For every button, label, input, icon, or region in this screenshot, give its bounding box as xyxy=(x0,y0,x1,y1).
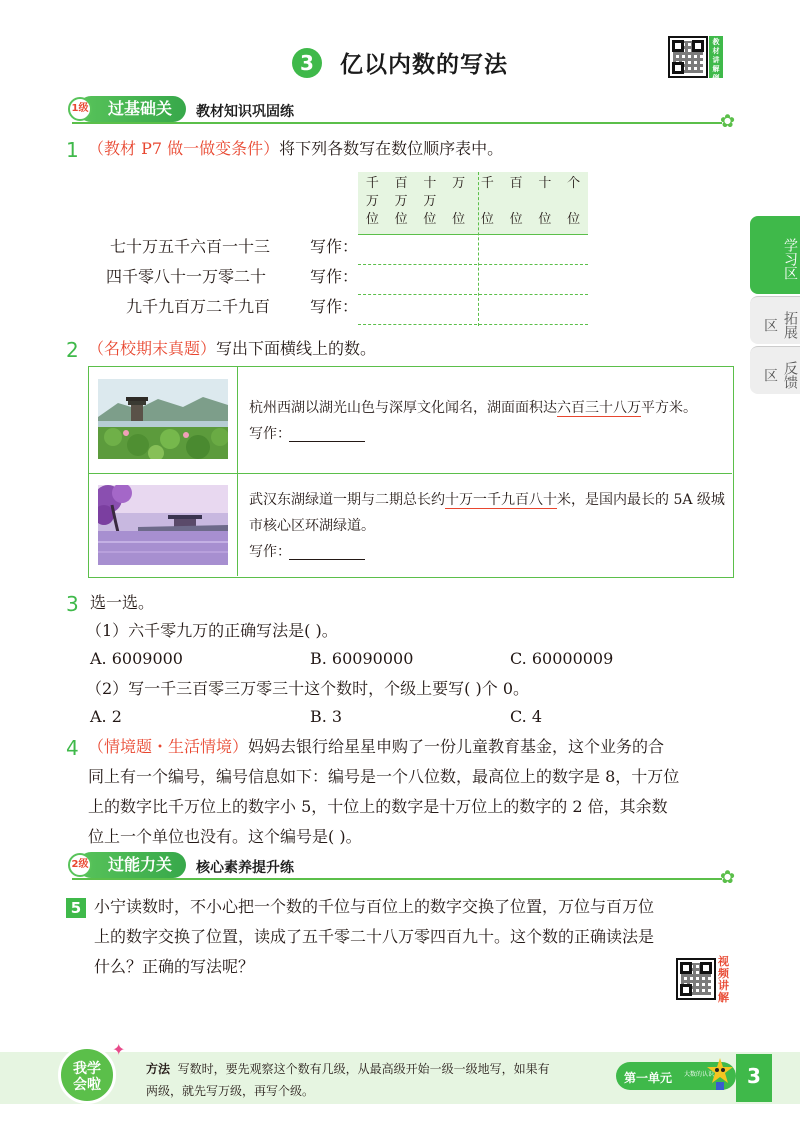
question-number: 1 xyxy=(66,138,79,162)
header-char xyxy=(531,194,560,212)
question-1-prompt xyxy=(88,134,503,164)
question-4-text xyxy=(88,732,738,852)
mascot-icon xyxy=(706,1058,734,1090)
option-a[interactable]: A. 6009000 xyxy=(90,649,183,668)
header-char: 位 xyxy=(567,212,581,227)
option-b[interactable]: B. 60090000 xyxy=(310,649,414,668)
header-char xyxy=(473,194,502,212)
star-icon: ✿ xyxy=(720,111,736,132)
header-char: 位 xyxy=(480,212,494,227)
question-number-box xyxy=(66,898,86,918)
method-text: 写数时，要先观察这个数有几级，从最高级开始一级一级地写，如果有 xyxy=(177,1062,550,1076)
page-number: 3 xyxy=(736,1054,772,1102)
qr-tag: 教材讲解例题 xyxy=(709,36,723,78)
write-label: 写作： xyxy=(249,544,291,560)
header-char: 万 xyxy=(394,194,408,209)
lesson-number-badge: 3 xyxy=(292,48,322,78)
question-number: 2 xyxy=(66,338,79,362)
section-subtitle: 核心素养提升练 xyxy=(196,860,294,876)
question-text: 小宁读数时，不小心把一个数的千位与百位上的数字交换了位置，万位与百万位 xyxy=(94,897,655,916)
write-label: 写作： xyxy=(310,297,359,316)
answer-blank[interactable] xyxy=(289,559,365,560)
place-value-header xyxy=(358,176,387,230)
method-label: 方法 xyxy=(146,1062,171,1076)
write-label: 写作： xyxy=(310,267,359,286)
header-char xyxy=(502,194,531,212)
header-char: 位 xyxy=(365,212,379,227)
section-divider xyxy=(72,878,722,880)
sub-question-1: （1）六千零九万的正确写法是( )。 xyxy=(86,621,338,640)
question-text: 上的数字交换了位置，读成了五千零二十八万零四百九十。这个数的正确读法是 xyxy=(94,927,655,946)
question-text: 选一选。 xyxy=(90,593,155,612)
header-char: 位 xyxy=(538,212,552,227)
video-qr-code-icon[interactable] xyxy=(676,958,716,1000)
header-char: 位 xyxy=(423,212,437,227)
digit-place-table xyxy=(358,172,588,326)
place-value-header xyxy=(559,176,588,230)
header-char: 百 xyxy=(509,176,523,191)
header-char: 十 xyxy=(538,176,552,191)
header-char: 十 xyxy=(423,176,437,191)
number-label: 七十万五千六百一十三 xyxy=(110,237,271,256)
option-b[interactable]: B. 3 xyxy=(310,707,343,726)
west-lake-photo xyxy=(98,379,228,459)
option-a[interactable]: A. 2 xyxy=(90,707,122,726)
question-text: 上的数字比千万位上的数字小 5，十位上的数字是十万位上的数字的 2 倍，其余数 xyxy=(88,797,668,816)
header-char: 百 xyxy=(394,176,408,191)
side-tab-label: 反馈区 xyxy=(762,360,798,389)
question-number: 4 xyxy=(66,736,79,760)
header-char: 位 xyxy=(452,212,466,227)
qr-code-icon[interactable] xyxy=(668,36,708,78)
header-char: 千 xyxy=(365,176,379,191)
header-char: 万 xyxy=(452,176,466,191)
number-label: 四千零八十一万零二十 xyxy=(106,267,267,286)
passage-text: 武汉东湖绿道一期与二期总长约 xyxy=(249,492,445,508)
option-c[interactable]: C. 60000009 xyxy=(510,649,614,668)
write-label: 写作： xyxy=(310,237,359,256)
option-c[interactable]: C. 4 xyxy=(510,707,543,726)
place-value-header xyxy=(473,176,502,230)
star-icon: ✿ xyxy=(720,867,736,888)
method-text: 两级，就先写万级，再写个级。 xyxy=(146,1084,315,1098)
header-char: 千 xyxy=(480,176,494,191)
east-lake-text xyxy=(249,487,725,539)
place-value-header xyxy=(416,176,445,230)
footer-method xyxy=(146,1058,606,1102)
place-value-header xyxy=(502,176,531,230)
side-tab-label: 拓展区 xyxy=(762,310,798,339)
sparkle-icon: ✦ xyxy=(112,1040,126,1059)
header-char: 位 xyxy=(394,212,408,227)
section-divider xyxy=(72,122,722,124)
side-tab-label: 学习区 xyxy=(782,238,798,280)
side-tab-feedback[interactable] xyxy=(750,346,800,394)
question-text: 什么？正确的写法呢？ xyxy=(94,957,255,976)
question-tag: （教材 P7 做一做变条件） xyxy=(88,139,280,158)
header-char xyxy=(559,194,588,212)
question-tag: （名校期末真题） xyxy=(88,339,217,358)
write-label: 写作： xyxy=(249,426,291,442)
sub-question-2: （2）写一千三百零三万零三十这个数时，个级上要写( )个 0。 xyxy=(86,679,530,698)
passage-text: 米，是国内最长的 5A 级城市核心区环湖绿道。 xyxy=(249,492,725,534)
video-tag: 视频讲解 xyxy=(718,955,729,1004)
level-icon: 1级 xyxy=(68,97,92,121)
section-subtitle: 教材知识巩固练 xyxy=(196,104,294,120)
answer-line-row xyxy=(249,539,291,565)
footer-badge xyxy=(58,1046,116,1104)
question-number: 3 xyxy=(66,592,79,616)
underlined-number: 十万一千九百八十 xyxy=(445,492,557,508)
place-value-header xyxy=(531,176,560,230)
place-value-header xyxy=(444,176,473,230)
header-char: 万 xyxy=(423,194,437,209)
place-value-header xyxy=(387,176,416,230)
question-number: 5 xyxy=(70,899,82,917)
side-tab-extend[interactable] xyxy=(750,296,800,344)
question-tag: （情境题・生活情境） xyxy=(88,737,249,756)
page-title: 亿以内数的写法 xyxy=(340,52,508,78)
question-text: 将下列各数写在数位顺序表中。 xyxy=(279,139,504,158)
header-char: 个 xyxy=(567,176,581,191)
section-title: 过能力关 xyxy=(78,852,186,878)
header-char xyxy=(444,194,473,212)
east-lake-photo xyxy=(98,485,228,565)
question-5-text xyxy=(94,892,744,982)
level-icon: 2级 xyxy=(68,853,92,877)
side-tab-study[interactable] xyxy=(750,216,800,294)
underlined-number: 六百三十八万 xyxy=(557,400,641,416)
header-char: 位 xyxy=(509,212,523,227)
question-2-prompt xyxy=(88,334,376,364)
passage-text: 平方米。 xyxy=(641,400,697,416)
question-text: 同上有一个编号，编号信息如下：编号是一个八位数，最高位上的数字是 8，十万位 xyxy=(88,767,680,786)
question-text: 妈妈去银行给星星申购了一份儿童教育基金，这个业务的合 xyxy=(248,737,665,756)
badge-label: 我学会啦 xyxy=(73,1061,101,1093)
answer-line-row xyxy=(249,421,291,447)
question-text: 写出下面横线上的数。 xyxy=(216,339,377,358)
header-char: 万 xyxy=(365,194,379,209)
unit-name: 第一单元 xyxy=(624,1071,673,1085)
number-label: 九千九百万二千九百 xyxy=(126,297,271,316)
unit-subtitle: 大数的认识 xyxy=(684,1071,715,1078)
answer-blank[interactable] xyxy=(289,441,365,442)
section-title: 过基础关 xyxy=(78,96,186,122)
passage-text: 杭州西湖以湖光山色与深厚文化闻名，湖面面积达 xyxy=(249,400,557,416)
west-lake-text xyxy=(249,395,729,421)
question-text: 位上一个单位也没有。这个编号是( )。 xyxy=(88,827,362,846)
q2-box xyxy=(88,366,734,578)
